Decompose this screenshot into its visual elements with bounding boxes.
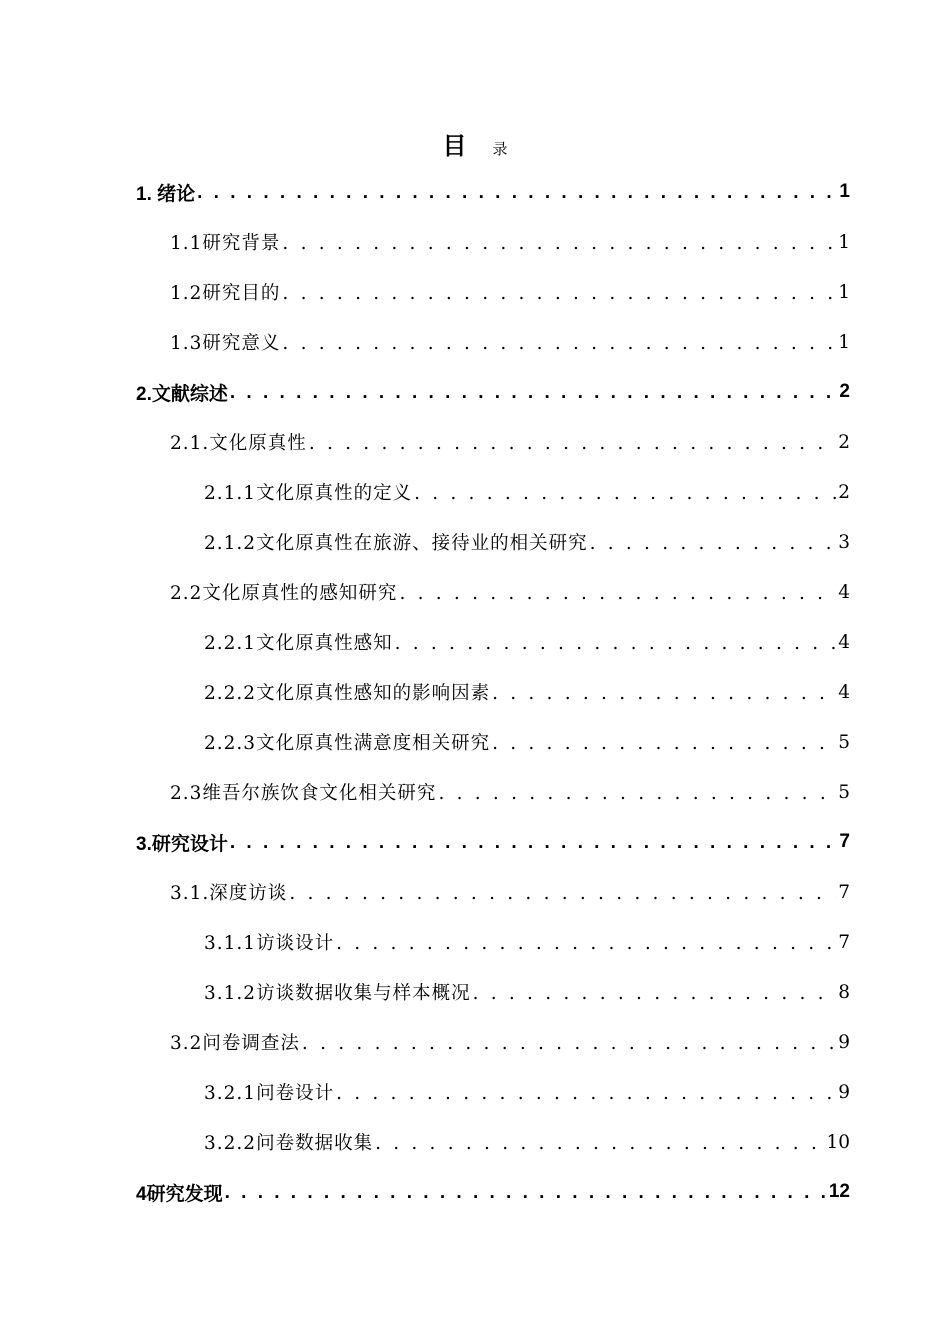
toc-entry-page: 1 — [838, 331, 850, 353]
toc-entry-3-1-2[interactable] — [204, 967, 850, 1017]
dot-leader — [282, 283, 836, 304]
toc-entry-label: 3.研究设计 — [136, 833, 228, 855]
toc-entry-page: 7 — [839, 831, 850, 852]
toc-entry-label: 2.3维吾尔族饮食文化相关研究 — [170, 783, 437, 804]
dot-leader — [590, 533, 837, 554]
toc-entry-page: 4 — [838, 681, 850, 703]
toc-entry-page: 10 — [826, 1131, 850, 1153]
toc-entry-label: 2.2.1文化原真性感知 — [204, 633, 393, 654]
toc-entry-1-1[interactable] — [170, 217, 850, 267]
toc-entry-1[interactable] — [136, 167, 850, 217]
toc-entry-page: 3 — [838, 531, 850, 553]
toc-entry-page: 2 — [838, 431, 850, 453]
dot-leader — [395, 633, 837, 654]
toc-entry-page: 7 — [838, 931, 850, 953]
dot-leader — [282, 233, 836, 254]
toc-entry-2-3[interactable] — [170, 767, 850, 817]
toc-entry-page: 5 — [838, 781, 850, 803]
toc-entry-label: 1.1研究背景 — [170, 233, 281, 254]
dot-leader — [282, 333, 836, 354]
toc-entry-4[interactable] — [136, 1167, 850, 1217]
toc-entry-label: 2.2.3文化原真性满意度相关研究 — [204, 733, 491, 754]
dot-leader — [230, 382, 838, 404]
toc-entry-page: 4 — [838, 631, 850, 653]
dot-leader — [375, 1133, 824, 1154]
dot-leader — [302, 1033, 836, 1054]
toc-entry-label: 2.1.2文化原真性在旅游、接待业的相关研究 — [204, 533, 588, 554]
dot-leader — [336, 933, 836, 954]
dot-leader — [336, 1083, 836, 1104]
toc-entry-label: 1.3研究意义 — [170, 333, 281, 354]
toc-title — [0, 126, 950, 161]
toc-entry-2-1-2[interactable] — [204, 517, 850, 567]
toc-entry-2-2-3[interactable] — [204, 717, 850, 767]
toc-entry-label: 3.1.深度访谈 — [170, 883, 288, 904]
dot-leader — [399, 583, 836, 604]
toc-entry-label: 3.2问卷调查法 — [170, 1033, 300, 1054]
toc-entry-3-1-1[interactable] — [204, 917, 850, 967]
dot-leader — [197, 182, 837, 204]
toc-entry-2-1[interactable] — [170, 417, 850, 467]
toc-entry-3-2-1[interactable] — [204, 1067, 850, 1117]
toc-entry-label: 3.1.1访谈设计 — [204, 933, 335, 954]
dot-leader — [230, 832, 838, 854]
toc-entry-page: 1 — [838, 281, 850, 303]
dot-leader — [438, 783, 836, 804]
toc-entry-page: 12 — [828, 1181, 850, 1202]
toc-entry-2-1-1[interactable] — [204, 467, 850, 517]
toc-entry-page: 9 — [838, 1081, 850, 1103]
dot-leader — [492, 733, 836, 754]
toc-entry-page: 7 — [838, 881, 850, 903]
toc-entry-page: 5 — [838, 731, 850, 753]
toc-title-sub: 录 — [492, 140, 508, 158]
toc-entry-label: 4研究发现 — [136, 1183, 223, 1205]
toc-entry-1-2[interactable] — [170, 267, 850, 317]
toc-entry-3-2[interactable] — [170, 1017, 850, 1067]
toc-entry-2-2[interactable] — [170, 567, 850, 617]
toc-entry-label: 3.1.2访谈数据收集与样本概况 — [204, 983, 471, 1004]
toc-entry-label: 3.2.2问卷数据收集 — [204, 1133, 374, 1154]
dot-leader — [473, 983, 837, 1004]
toc-entry-page: 4 — [838, 581, 850, 603]
dot-leader — [309, 433, 836, 454]
toc-entry-2-2-1[interactable] — [204, 617, 850, 667]
toc-title-main: 目 — [442, 131, 467, 160]
dot-leader — [289, 883, 836, 904]
dot-leader — [492, 683, 836, 704]
toc-entry-label: 2.文献综述 — [136, 383, 228, 405]
toc-entry-2[interactable] — [136, 367, 850, 417]
toc-entry-page: 2 — [838, 481, 850, 503]
toc-entry-page: 1 — [839, 181, 850, 202]
toc-entry-3-1[interactable] — [170, 867, 850, 917]
toc-entry-page: 1 — [838, 231, 850, 253]
dot-leader — [225, 1182, 827, 1204]
toc-entry-2-2-2[interactable] — [204, 667, 850, 717]
toc-entry-1-3[interactable] — [170, 317, 850, 367]
toc-entry-label: 1. 绪论 — [136, 183, 196, 205]
toc-entry-label: 2.2.2文化原真性感知的影响因素 — [204, 683, 491, 704]
toc-entry-label: 1.2研究目的 — [170, 283, 281, 304]
toc-entry-label: 2.1.文化原真性 — [170, 433, 307, 454]
toc-entry-label: 2.2文化原真性的感知研究 — [170, 583, 398, 604]
toc-entry-3[interactable] — [136, 817, 850, 867]
toc-entry-label: 3.2.1问卷设计 — [204, 1083, 335, 1104]
toc-entry-page: 9 — [838, 1031, 850, 1053]
toc-entry-page: 2 — [839, 381, 850, 402]
toc-entry-page: 8 — [838, 981, 850, 1003]
dot-leader — [414, 483, 836, 504]
toc-entry-3-2-2[interactable] — [204, 1117, 850, 1167]
toc-entry-label: 2.1.1文化原真性的定义 — [204, 483, 413, 504]
